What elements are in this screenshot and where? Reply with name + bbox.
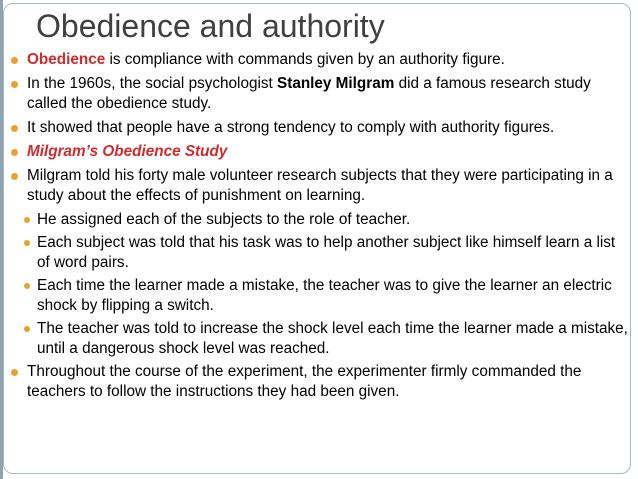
- bullet-volunteers: [10, 166, 632, 206]
- bullet-obedience-definition: [10, 50, 632, 70]
- term-obedience: Obedience: [27, 51, 106, 68]
- bullet-dot-icon: [24, 283, 30, 289]
- slide-content: [10, 50, 632, 406]
- bullet-dot-icon: [11, 125, 18, 132]
- bullet-dot-icon: [11, 149, 18, 156]
- bullet-dot-icon: [24, 240, 30, 246]
- experimenter-text: Throughout the course of the experiment, the experimenter firmly commanded the teachers to follow the instructions they had been given.: [27, 363, 582, 400]
- bullet-dot-icon: [11, 173, 18, 180]
- tendency-text: It showed that people have a strong tendency to comply with authority figures.: [27, 119, 555, 136]
- sub-bullet-text: He assigned each of the subjects to the role of teacher.: [37, 211, 411, 228]
- study-heading: Milgram’s Obedience Study: [27, 143, 228, 160]
- bullet-milgram-intro: [10, 74, 632, 114]
- sub-bullet-shock: [24, 276, 632, 316]
- sub-bullet-text: The teacher was told to increase the shock level each time the learner made a mistake, until a dangerous shock level was reached.: [37, 320, 628, 357]
- definition-text: is compliance with commands given by an authority figure.: [105, 51, 505, 68]
- slide-title: Obedience and authority: [36, 8, 385, 44]
- bullet-dot-icon: [24, 326, 30, 332]
- intro-text: In the 1960s, the social psychologist: [27, 75, 278, 92]
- sub-bullet-task: [24, 233, 632, 273]
- bullet-dot-icon: [11, 57, 18, 64]
- name-stanley-milgram: Stanley Milgram: [277, 75, 395, 92]
- bullet-tendency: [10, 118, 632, 138]
- bullet-study-heading: [10, 142, 632, 162]
- sub-bullet-teacher-role: [24, 210, 632, 230]
- sub-bullet-text: Each subject was told that his task was to help another subject like himself learn a list of word pairs.: [37, 234, 616, 271]
- sub-bullet-increase: [24, 319, 632, 359]
- intro-text-end: did a famous research study called the obedience study.: [27, 75, 591, 112]
- bullet-dot-icon: [11, 369, 18, 376]
- bullet-experimenter: [10, 362, 632, 402]
- bullet-dot-icon: [11, 81, 18, 88]
- volunteers-text: Milgram told his forty male volunteer research subjects that they were participating in a study about the effects of punishment on learning.: [27, 167, 613, 204]
- sub-bullet-text: Each time the learner made a mistake, the teacher was to give the learner an electric shock by flipping a switch.: [37, 277, 612, 314]
- bullet-dot-icon: [24, 217, 30, 223]
